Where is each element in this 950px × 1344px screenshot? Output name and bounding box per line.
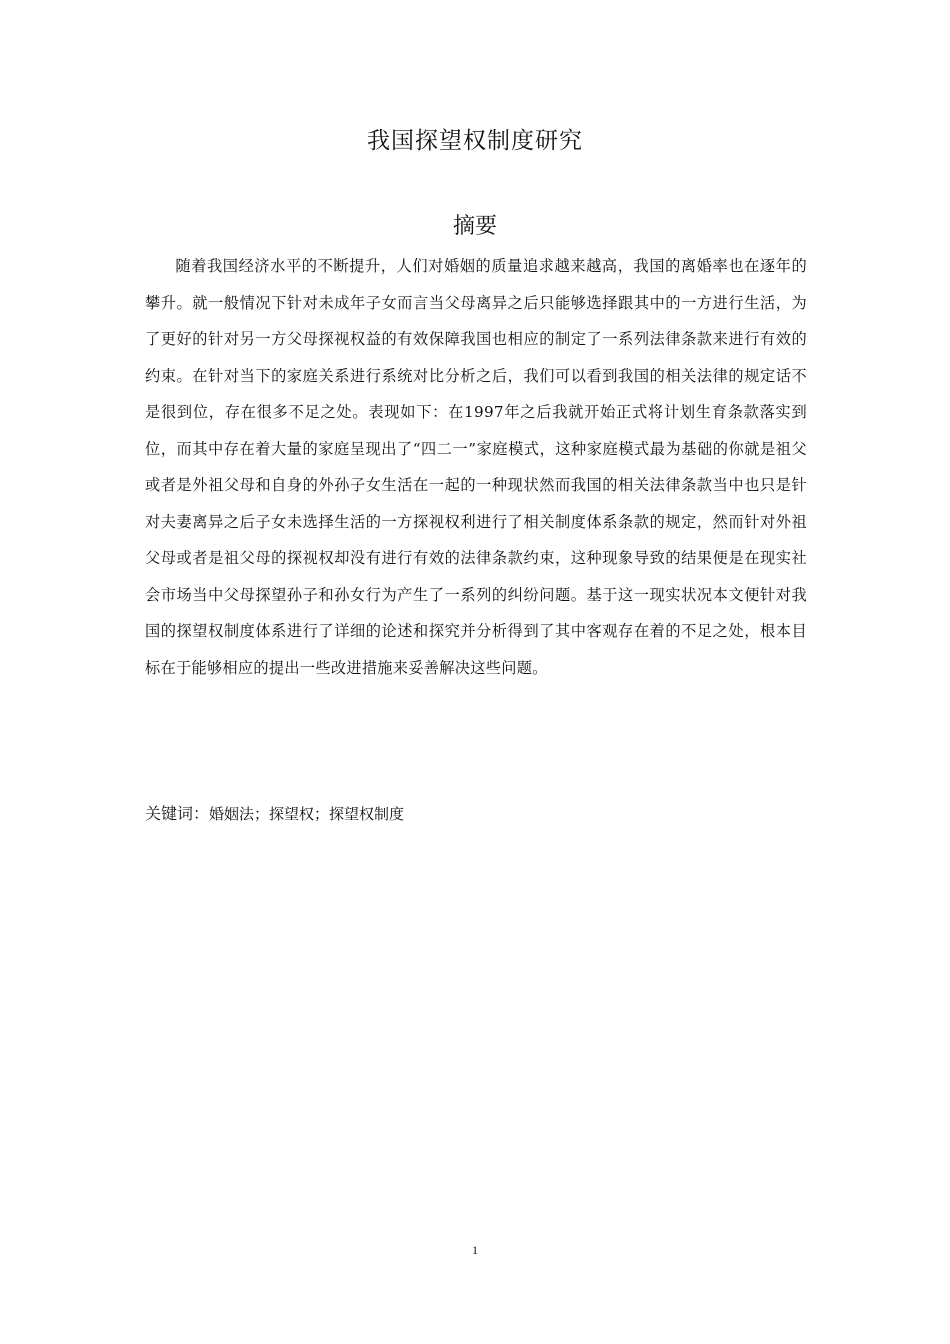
keywords-line bbox=[145, 800, 404, 828]
keywords-text: 婚姻法；探望权；探望权制度 bbox=[209, 805, 405, 823]
abstract-text: 随着我国经济水平的不断提升，人们对婚姻的质量追求越来越高，我国的离婚率也在逐年的攀升。就一般情况下针对未成年子女而言当父母离异之后只能够选择跟其中的一方进行生活，为了更好的针对另一方父母探视权益的有效保障我国也相应的制定了一系列法律条款来进行有效的约束。在针对当下的家庭关系进行系统对比分析之后，我们可以看到我国的相关法律的规定话不是很到位，存在很多不足之处。表现如下：在1997年之后我就开始正式将计划生育条款落实到位，而其中存在着大量的家庭呈现出了“四二一”家庭模式，这种家庭模式最为基础的你就是祖父或者是外祖父母和自身的外孙子女生活在一起的一种现状然而我国的相关法律条款当中也只是针对夫妻离异之后子女未选择生活的一方探视权利进行了相关制度体系条款的规定，然而针对外祖父母或者是祖父母的探视权却没有进行有效的法律条款约束，这种现象导致的结果便是在现实社会市场当中父母探望孙子和孙女行为产生了一系列的纠纷问题。基于这一现实状况本文便针对我国的探望权制度体系进行了详细的论述和探究并分析得到了其中客观存在着的不足之处，根本目标在于能够相应的提出一些改进措施来妥善解决这些问题。 bbox=[145, 257, 807, 677]
page-number: 1 bbox=[472, 1243, 478, 1257]
keywords-label: 关键词： bbox=[145, 804, 210, 823]
abstract-heading: 摘要 bbox=[452, 214, 497, 239]
paper-title: 我国探望权制度研究 bbox=[367, 128, 583, 154]
